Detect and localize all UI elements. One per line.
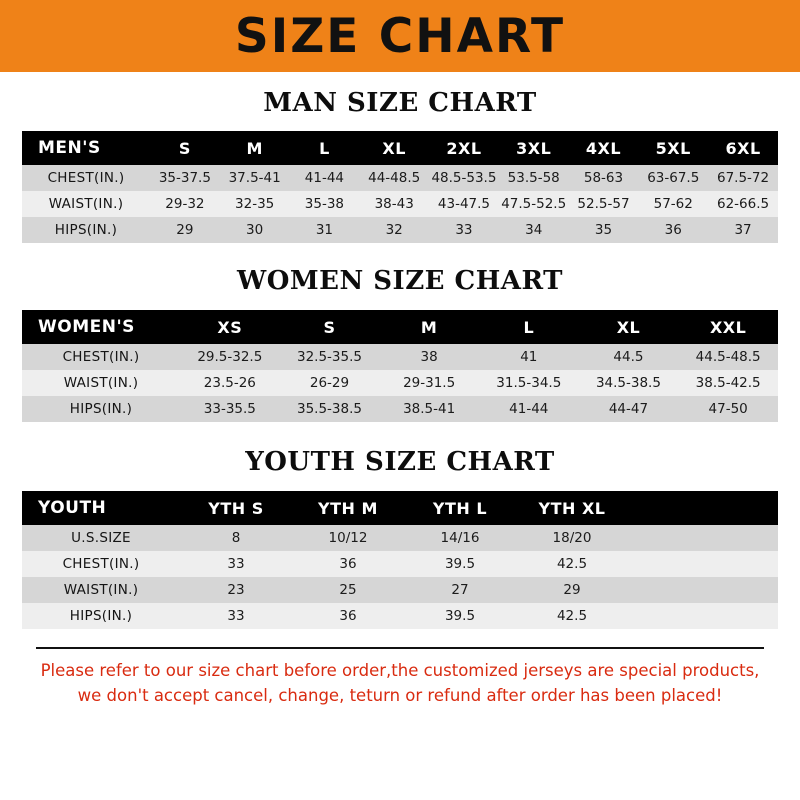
cell: 29-31.5	[379, 370, 479, 396]
cell: 39.5	[404, 603, 516, 629]
cell: 30	[220, 217, 290, 243]
column-header: S	[150, 131, 220, 165]
cell: 33	[180, 551, 292, 577]
row-label: CHEST(IN.)	[22, 165, 150, 191]
cell: 29	[150, 217, 220, 243]
cell: 48.5-53.5	[429, 165, 499, 191]
column-header: YTH M	[292, 491, 404, 525]
cell: 33	[429, 217, 499, 243]
cell: 32	[359, 217, 429, 243]
cell: 34	[499, 217, 569, 243]
table-row	[22, 603, 778, 629]
column-header: MEN'S	[22, 131, 150, 165]
cell: 44.5	[579, 344, 679, 370]
cell: 44.5-48.5	[678, 344, 778, 370]
table-row	[22, 370, 778, 396]
content	[0, 72, 800, 800]
cell-empty	[628, 577, 778, 603]
row-label: U.S.SIZE	[22, 525, 180, 551]
cell: 31.5-34.5	[479, 370, 579, 396]
cell: 62-66.5	[708, 191, 778, 217]
table-row	[22, 525, 778, 551]
cell: 29-32	[150, 191, 220, 217]
cell-empty	[628, 551, 778, 577]
column-header: YTH S	[180, 491, 292, 525]
cell: 43-47.5	[429, 191, 499, 217]
column-header: 3XL	[499, 131, 569, 165]
table-header-row	[22, 491, 778, 525]
table-row	[22, 396, 778, 422]
section-title-youth: YOUTH SIZE CHART	[245, 447, 555, 477]
cell: 34.5-38.5	[579, 370, 679, 396]
cell: 44-47	[579, 396, 679, 422]
table-header-row	[22, 310, 778, 344]
cell: 42.5	[516, 603, 628, 629]
page-title: SIZE CHART	[234, 8, 566, 64]
cell: 41-44	[290, 165, 360, 191]
note-line-1: Please refer to our size chart before order,the customized jerseys are special products,	[40, 661, 760, 680]
cell: 31	[290, 217, 360, 243]
column-header: 5XL	[638, 131, 708, 165]
cell: 35.5-38.5	[280, 396, 380, 422]
column-header: L	[479, 310, 579, 344]
cell: 36	[292, 603, 404, 629]
cell: 53.5-58	[499, 165, 569, 191]
cell: 23	[180, 577, 292, 603]
women-size-table	[22, 310, 778, 422]
cell: 63-67.5	[638, 165, 708, 191]
cell: 38.5-41	[379, 396, 479, 422]
column-header: XS	[180, 310, 280, 344]
table-row	[22, 217, 778, 243]
cell: 58-63	[569, 165, 639, 191]
cell-empty	[628, 603, 778, 629]
row-label: CHEST(IN.)	[22, 344, 180, 370]
cell: 18/20	[516, 525, 628, 551]
section-title-women: WOMEN SIZE CHART	[237, 266, 563, 296]
cell: 35	[569, 217, 639, 243]
column-header: 2XL	[429, 131, 499, 165]
column-header: WOMEN'S	[22, 310, 180, 344]
cell: 23.5-26	[180, 370, 280, 396]
column-header: XL	[359, 131, 429, 165]
column-header: S	[280, 310, 380, 344]
column-header: XL	[579, 310, 679, 344]
column-header: L	[290, 131, 360, 165]
cell: 29	[516, 577, 628, 603]
cell: 38-43	[359, 191, 429, 217]
table-header-row	[22, 131, 778, 165]
cell: 38.5-42.5	[678, 370, 778, 396]
table-row	[22, 551, 778, 577]
table-row	[22, 577, 778, 603]
cell: 29.5-32.5	[180, 344, 280, 370]
cell: 36	[292, 551, 404, 577]
cell: 35-38	[290, 191, 360, 217]
column-header: 6XL	[708, 131, 778, 165]
cell: 47-50	[678, 396, 778, 422]
cell: 37.5-41	[220, 165, 290, 191]
cell: 41-44	[479, 396, 579, 422]
table-row	[22, 165, 778, 191]
cell-empty	[628, 525, 778, 551]
cell: 25	[292, 577, 404, 603]
column-header: YOUTH	[22, 491, 180, 525]
cell: 36	[638, 217, 708, 243]
note-line-2: we don't accept cancel, change, teturn or refund after order has been placed!	[77, 685, 723, 705]
cell: 10/12	[292, 525, 404, 551]
cell: 37	[708, 217, 778, 243]
cell: 33-35.5	[180, 396, 280, 422]
banner	[0, 0, 800, 72]
cell: 8	[180, 525, 292, 551]
row-label: CHEST(IN.)	[22, 551, 180, 577]
cell: 39.5	[404, 551, 516, 577]
cell: 67.5-72	[708, 165, 778, 191]
column-header: XXL	[678, 310, 778, 344]
cell: 57-62	[638, 191, 708, 217]
cell: 42.5	[516, 551, 628, 577]
row-label: HIPS(IN.)	[22, 603, 180, 629]
men-size-table	[22, 131, 778, 243]
row-label: HIPS(IN.)	[22, 396, 180, 422]
cell: 26-29	[280, 370, 380, 396]
cell: 32-35	[220, 191, 290, 217]
disclaimer-note	[36, 647, 764, 709]
column-header-empty	[628, 491, 778, 525]
cell: 41	[479, 344, 579, 370]
column-header: YTH XL	[516, 491, 628, 525]
cell: 47.5-52.5	[499, 191, 569, 217]
cell: 27	[404, 577, 516, 603]
column-header: M	[379, 310, 479, 344]
cell: 38	[379, 344, 479, 370]
row-label: WAIST(IN.)	[22, 370, 180, 396]
column-header: M	[220, 131, 290, 165]
youth-size-table	[22, 491, 778, 629]
cell: 14/16	[404, 525, 516, 551]
row-label: WAIST(IN.)	[22, 577, 180, 603]
section-title-men: MAN SIZE CHART	[263, 88, 537, 118]
table-row	[22, 191, 778, 217]
column-header: 4XL	[569, 131, 639, 165]
row-label: HIPS(IN.)	[22, 217, 150, 243]
cell: 33	[180, 603, 292, 629]
cell: 32.5-35.5	[280, 344, 380, 370]
table-row	[22, 344, 778, 370]
column-header: YTH L	[404, 491, 516, 525]
cell: 44-48.5	[359, 165, 429, 191]
cell: 52.5-57	[569, 191, 639, 217]
row-label: WAIST(IN.)	[22, 191, 150, 217]
cell: 35-37.5	[150, 165, 220, 191]
